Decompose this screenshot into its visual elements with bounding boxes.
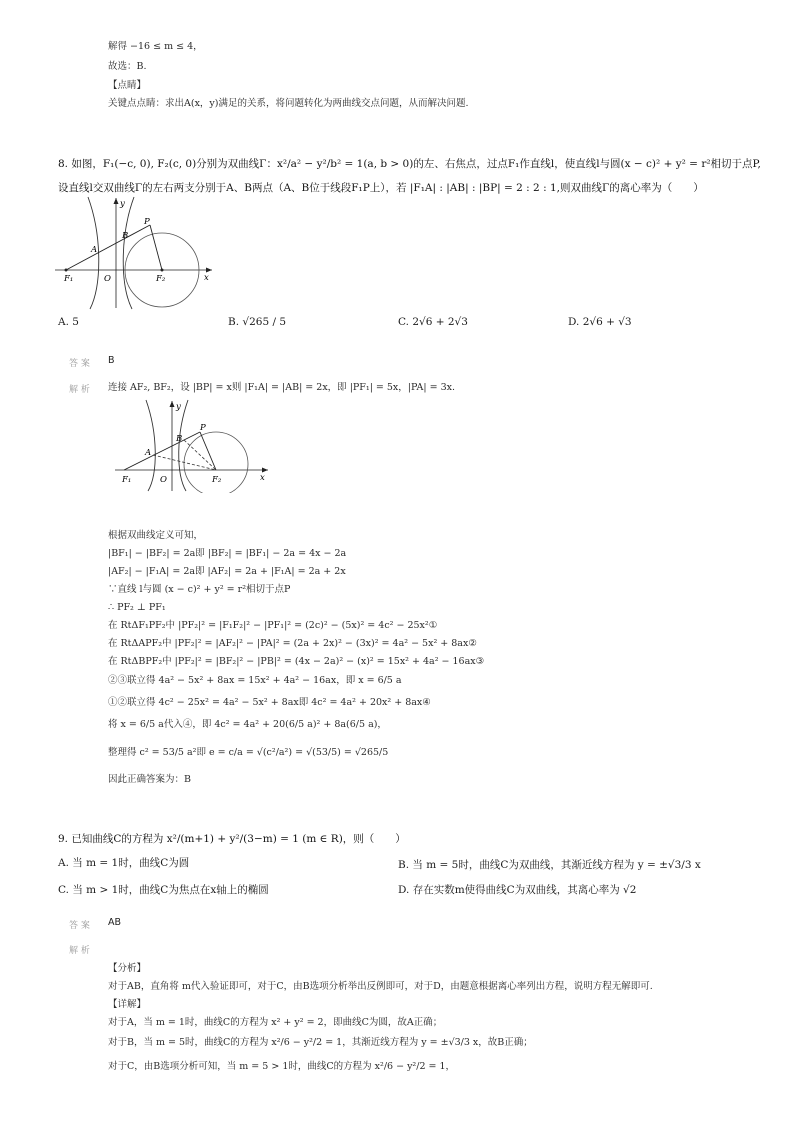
q8-answer-label: 答 案 (69, 359, 90, 369)
label-F2: F₂ (156, 274, 166, 284)
label-O-2: O (160, 475, 167, 485)
q8-line-1: 根据双曲线定义可知， (108, 530, 204, 541)
label-x: x (204, 273, 209, 283)
q8-line-9: ②③联立得 4a² − 5x² + 8ax = 15x² + 4a² − 16ax，即 x = 6/5 a (108, 675, 402, 686)
segment-BF2 (184, 440, 216, 470)
hyperbola-left-branch-2 (146, 400, 155, 491)
label-O: O (104, 274, 111, 284)
label-y: y (120, 199, 125, 209)
top-line-2: 故选：B. (108, 61, 147, 72)
q9-line-5: 对于C，由B选项分析可知，当 m = 5 > 1时，曲线C的方程为 x²/6 − y²/2 = 1， (108, 1061, 456, 1072)
label-B-2: B (176, 434, 183, 444)
label-F2-2: F₂ (212, 475, 222, 485)
q8-line-6: 在 RtΔF₁PF₂中 |PF₂|² = |F₁F₂|² − |PF₁|² = (2c)² − (5x)² = 4c² − 25x²① (108, 620, 438, 631)
label-A: A (91, 245, 98, 255)
q8-line-4: ∵直线 l与圆 (x − c)² + y² = r²相切于点P (108, 584, 291, 595)
q8-option-c[interactable]: C. 2√6 + 2√3 (398, 316, 468, 328)
segment-PF2-2 (200, 432, 216, 470)
q8-option-d[interactable]: D. 2√6 + √3 (568, 316, 632, 328)
label-y-2: y (176, 402, 181, 412)
q9-line-2: 【详解】 (108, 999, 147, 1010)
label-x-2: x (260, 473, 265, 483)
label-F1: F₁ (64, 274, 74, 284)
line-l (66, 225, 150, 270)
q9-line-1: 对于AB，直角将 m代入验证即可，对于C，由B选项分析举出反例即可，对于D，由题意根据离心率列出方程，说明方程无解即可. (108, 981, 653, 992)
q9-option-b[interactable]: B. 当 m = 5时，曲线C为双曲线，其渐近线方程为 y = ±√3/3 x (398, 859, 701, 871)
q9-stem: 9. 已知曲线C的方程为 x²/(m+1) + y²/(3−m) = 1 (m ∈ R)，则（ ） (58, 833, 406, 845)
segment-PF2 (150, 225, 162, 270)
label-F1-2: F₁ (122, 475, 132, 485)
q9-answer-label: 答 案 (69, 921, 90, 931)
q8-option-b[interactable]: B. √265 / 5 (228, 316, 287, 328)
q9-answer: AB (108, 917, 122, 928)
hyperbola-figure-1 (52, 195, 217, 310)
q8-line-0: 连接 AF₂, BF₂，设 |BP| = x则 |F₁A| = |AB| = 2x，即 |PF₁| = 5x，|PA| = 3x. (108, 382, 455, 393)
q8-line-5: ∴ PF₂ ⊥ PF₁ (108, 602, 166, 613)
q9-line-3: 对于A，当 m = 1时，曲线C的方程为 x² + y² = 2，即曲线C为圆，故A正确； (108, 1017, 443, 1028)
top-line-3: 【点睛】 (108, 80, 147, 91)
q9-line-4: 对于B，当 m = 5时，曲线C的方程为 x²/6 − y²/2 = 1，其渐近线方程为 y = ±√3/3 x，故B正确； (108, 1037, 533, 1048)
q9-option-c[interactable]: C. 当 m > 1时，曲线C为焦点在x轴上的椭圆 (58, 884, 269, 896)
q9-option-d[interactable]: D. 存在实数m使得曲线C为双曲线，其离心率为 √2 (398, 884, 637, 896)
q9-option-a[interactable]: A. 当 m = 1时，曲线C为圆 (58, 857, 190, 869)
q9-line-0: 【分析】 (108, 963, 147, 974)
top-line-1: 解得 −16 ≤ m ≤ 4， (108, 41, 203, 52)
q8-line-12: 整理得 c² = 53/5 a²即 e = c/a = √(c²/a²) = √(53/5) = √265/5 (108, 747, 389, 758)
q8-line-3: |AF₂| − |F₁A| = 2a即 |AF₂| = 2a + |F₁A| = 2a + 2x (108, 566, 346, 577)
q8-line-11: 将 x = 6/5 a代入④，即 4c² = 4a² + 20(6/5 a)² + 8a(6/5 a)， (108, 719, 387, 730)
q8-option-a[interactable]: A. 5 (58, 316, 79, 328)
q9-analysis-label: 解 析 (69, 946, 90, 956)
q8-line-2: |BF₁| − |BF₂| = 2a即 |BF₂| = |BF₁| − 2a = 4x − 2a (108, 548, 347, 559)
q8-line-13: 因此正确答案为：B (108, 774, 191, 785)
q8-line-7: 在 RtΔAPF₂中 |PF₂|² = |AF₂|² − |PA|² = (2a + 2x)² − (3x)² = 4a² − 5x² + 8ax② (108, 638, 477, 649)
label-P-2: P (200, 423, 206, 433)
q8-line-10: ①②联立得 4c² − 25x² = 4a² − 5x² + 8ax即 4c² = 4a² + 20x² + 8ax④ (108, 697, 431, 708)
top-line-4: 关键点点睛：求出A(x，y)满足的关系，将问题转化为两曲线交点问题，从而解决问题. (108, 98, 469, 109)
hyperbola-figure-2 (112, 398, 272, 493)
q8-answer: B (108, 355, 115, 366)
q8-stem-2: 设直线l交双曲线Γ的左右两支分别于A、B两点（A、B位于线段F₁P上），若 |F₁A| : |AB| : |BP| = 2 : 2 : 1,则双曲线Γ的离心率为（ ） (58, 182, 704, 194)
q8-line-8: 在 RtΔBPF₂中 |PF₂|² = |BF₂|² − |PB|² = (4x − 2a)² − (x)² = 15x² + 4a² − 16ax③ (108, 656, 485, 667)
label-A-2: A (145, 448, 152, 458)
line-l-2 (124, 432, 200, 470)
label-P: P (144, 217, 150, 227)
q8-stem-1: 8. 如图，F₁(−c, 0), F₂(c, 0)分别为双曲线Γ：x²/a² − y²/b² = 1(a, b > 0)的左、右焦点，过点F₁作直线l，使直线l与圆(x − c)² + y² = r²相切于点P, (58, 158, 761, 170)
label-B: B (122, 231, 129, 241)
q8-analysis-label: 解 析 (69, 385, 90, 395)
